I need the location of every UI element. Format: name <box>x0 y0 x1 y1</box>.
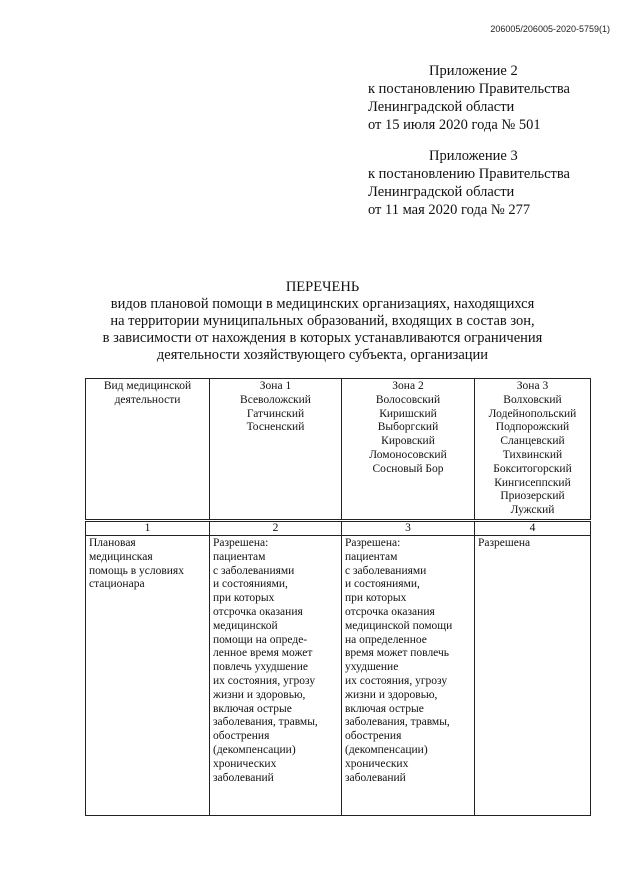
district-name: Волховский <box>503 393 562 406</box>
heading-line: видов плановой помощи в медицинских организациях, находящихся <box>110 296 535 312</box>
document-heading <box>40 279 605 364</box>
column-number: 1 <box>86 521 210 536</box>
district-name: Сосновый Бор <box>372 462 444 475</box>
district-name: Приозерский <box>500 490 565 503</box>
column-numbers-row <box>86 521 591 536</box>
header-zone-2 <box>342 379 475 521</box>
appendix-line: Ленинградской области <box>368 184 515 200</box>
appendix-title: Приложение 2 <box>429 63 518 79</box>
zone-2-cell: Разрешена: пациентам с заболеваниями и состояниями, при которых отсрочка оказания медицинской помощи на определенное время может повлечь ухудшение их состояния, угрозу жизни и здоровью, включая острые заболевания, травмы, обострения (декомпенсации) хронических заболеваний <box>342 536 475 816</box>
district-name: Тосненский <box>246 421 305 434</box>
heading-line: деятельности хозяйствующего субъекта, организации <box>156 347 489 363</box>
header-title: Вид медицинской деятельности <box>103 380 192 406</box>
district-name: Сланцевский <box>500 435 565 448</box>
zones-table <box>85 378 591 816</box>
column-number: 4 <box>475 521 591 536</box>
appendix-line: Ленинградской области <box>368 99 515 115</box>
heading-title: ПЕРЕЧЕНЬ <box>285 279 360 295</box>
appendix-title: Приложение 3 <box>429 148 518 164</box>
district-name: Лодейнопольский <box>488 407 577 420</box>
header-zone-1 <box>210 379 342 521</box>
activity-cell: Плановая медицинская помощь в условиях стационара <box>86 536 210 816</box>
district-name: Кингисеппский <box>494 476 571 489</box>
appendix-line: к постановлению Правительства <box>368 81 570 97</box>
zone-3-cell: Разрешена <box>475 536 591 816</box>
district-name: Гатчинский <box>246 407 305 420</box>
district-name: Выборгский <box>377 421 439 434</box>
table-header-row <box>86 379 591 521</box>
header-title: Зона 3 <box>516 380 549 392</box>
heading-line: на территории муниципальных образований, входящих в состав зон, <box>110 313 535 329</box>
district-name: Подпорожский <box>495 421 570 434</box>
appendix-line: от 11 мая 2020 года № 277 <box>368 202 531 218</box>
district-name: Кировский <box>381 435 435 448</box>
table-row <box>86 536 591 816</box>
heading-line: в зависимости от нахождения в которых устанавливаются ограничения <box>102 330 543 346</box>
document-id: 206005/206005-2020-5759(1) <box>490 24 610 34</box>
district-name: Тихвинский <box>502 448 563 461</box>
header-zone-3 <box>475 379 591 521</box>
district-name: Ломоносовский <box>369 448 447 461</box>
column-number: 3 <box>342 521 475 536</box>
header-title: Зона 2 <box>392 380 424 392</box>
district-name: Киришский <box>379 407 437 420</box>
header-activity-type <box>86 379 210 521</box>
district-name: Бокситогорский <box>493 462 572 475</box>
district-name: Лужский <box>510 504 555 517</box>
column-number: 2 <box>210 521 342 536</box>
zone-1-cell: Разрешена: пациентам с заболеваниями и состояниями, при которых отсрочка оказания медицинской помощи на опреде- ленное время может повлечь ухудшение их состояния, угрозу жизни и здоровью, включая острые заболевания, травмы, обострения (декомпенсации) хронических заболеваний <box>210 536 342 816</box>
appendix-line: от 15 июля 2020 года № 501 <box>368 117 541 133</box>
appendix-3-block <box>368 147 608 219</box>
appendix-line: к постановлению Правительства <box>368 166 570 182</box>
district-name: Волосовский <box>375 393 441 406</box>
district-name: Всеволожский <box>240 393 311 406</box>
header-title: Зона 1 <box>259 380 292 392</box>
appendix-2-block <box>368 62 608 134</box>
